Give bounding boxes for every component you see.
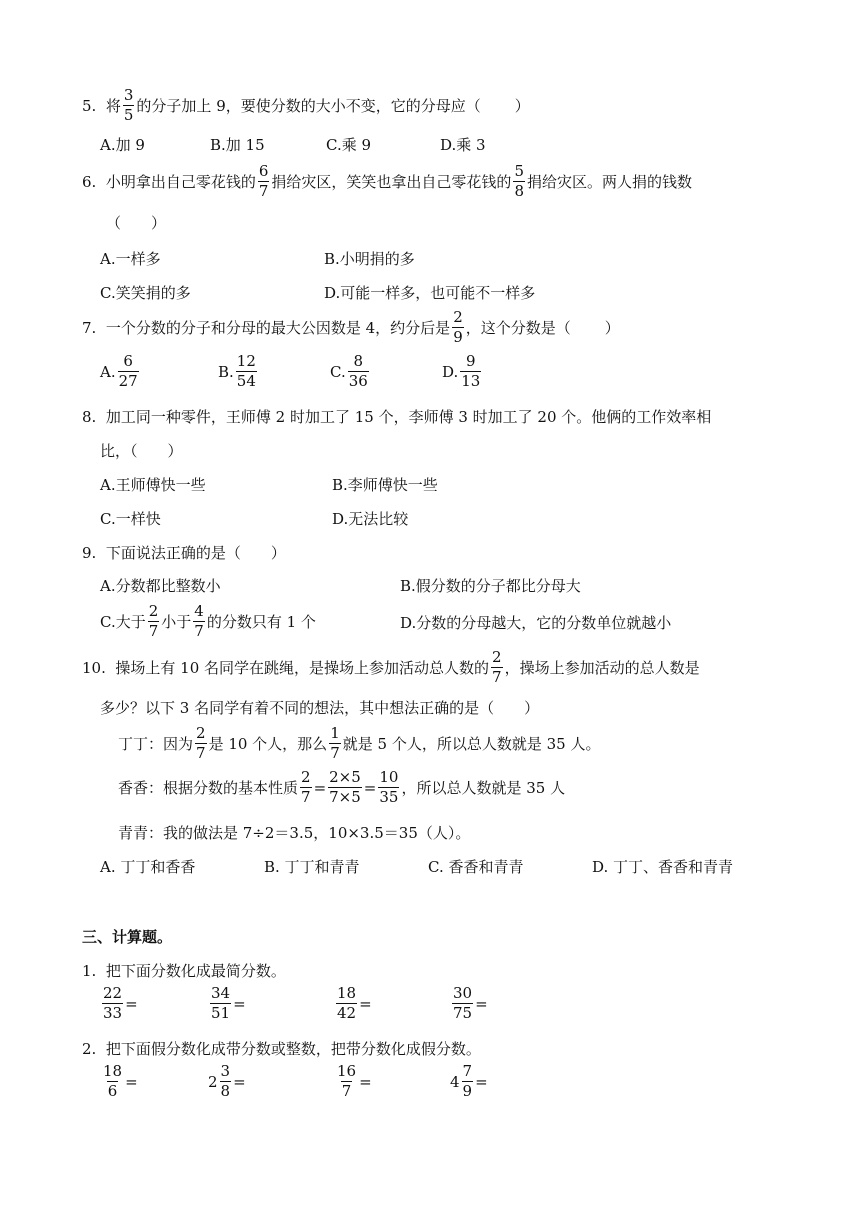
calc-2-prompt: 2. 把下面假分数化成带分数或整数，把带分数化成假分数。 — [82, 1039, 481, 1058]
q10-option-a[interactable]: A. 丁丁和香香 — [100, 858, 196, 876]
question-5: 5. 将 $\frac{3}{5}$ 的分子加上 9，要使分数的大小不变，它的分母应（ ） — [82, 86, 530, 124]
q6-option-c[interactable]: C.笑笑捐的多 — [100, 284, 191, 302]
q10-option-b[interactable]: B. 丁丁和青青 — [264, 858, 360, 876]
q10-fraction: $\frac{2}{7}$ — [492, 648, 502, 686]
calc-2-item-1[interactable]: $\frac{18}{6}$ = — [103, 1062, 138, 1100]
q5-option-c[interactable]: C.乘 9 — [326, 136, 372, 154]
q6-paren: （ ） — [106, 214, 167, 232]
q6-fraction-1: $\frac{6}{7}$ — [258, 162, 269, 200]
q5-option-b[interactable]: B.加 15 — [210, 136, 265, 154]
question-6: 6. 小明拿出自己零花钱的 $\frac{6}{7}$ 捐给灾区，笑笑也拿出自己零花钱的 $\frac{5}{8}$ 捐给灾区。两人捐的钱数 — [82, 162, 692, 200]
calc-2-item-3[interactable]: $\frac{16}{7}$ = — [337, 1062, 372, 1100]
q10-dingding: 丁丁：因为 $\frac{2}{7}$ 是 10 个人，那么 $\frac{1}{7}$ 就是 5 个人，所以总人数就是 35 人。 — [118, 724, 601, 762]
q8-option-d[interactable]: D.无法比较 — [332, 510, 409, 528]
q10-option-d[interactable]: D. 丁丁、香香和青青 — [592, 858, 734, 876]
section-title: 三、计算题。 — [82, 928, 173, 946]
q8-option-a[interactable]: A.王师傅快一些 — [100, 476, 206, 494]
calc-1-item-1[interactable]: $\frac{22}{33}$ = — [103, 984, 138, 1022]
q10-xiangxiang: 香香：根据分数的基本性质 $\frac{2}{7}$ = $\frac{2\times 5}{7\times 5}$ = $\frac{10}{35}$ ，所以总人数就是 35 人 — [118, 768, 566, 806]
q8-option-b[interactable]: B.李师傅快一些 — [332, 476, 438, 494]
q7-option-c[interactable]: C. $\frac{8}{36}$ — [330, 352, 368, 390]
calc-2-item-4[interactable]: 4 $\frac{7}{9}$ = — [450, 1062, 488, 1100]
q7-option-a[interactable]: A. $\frac{6}{27}$ — [100, 352, 138, 390]
question-10: 10. 操场上有 10 名同学在跳绳，是操场上参加活动总人数的 $\frac{2}{7}$ ，操场上参加活动的总人数是 — [82, 648, 700, 686]
q8-option-c[interactable]: C.一样快 — [100, 510, 161, 528]
q9-option-a[interactable]: A.分数都比整数小 — [100, 577, 221, 595]
calc-1-item-2[interactable]: $\frac{34}{51}$ = — [211, 984, 246, 1022]
q9-option-c[interactable]: C.大于 $\frac{2}{7}$ 小于 $\frac{4}{7}$ 的分数只有 1 个 — [100, 602, 316, 640]
q10-option-c[interactable]: C. 香香和青青 — [428, 858, 524, 876]
question-7: 7. 一个分数的分子和分母的最大公因数是 4，约分后是 $\frac{2}{9}$ ，这个分数是（ ） — [82, 308, 620, 346]
q7-option-b[interactable]: B. $\frac{12}{54}$ — [218, 352, 256, 390]
q9-option-d[interactable]: D.分数的分母越大，它的分数单位就越小 — [400, 614, 672, 632]
question-9: 9. 下面说法正确的是（ ） — [82, 543, 286, 562]
question-8: 8. 加工同一种零件，王师傅 2 时加工了 15 个，李师傅 3 时加工了 20 个。他俩的工作效率相 — [82, 407, 712, 426]
q5-option-a[interactable]: A.加 9 — [100, 136, 145, 154]
q10-line-2: 多少？以下 3 名同学有着不同的想法，其中想法正确的是（ ） — [100, 699, 540, 717]
q6-option-b[interactable]: B.小明捐的多 — [324, 250, 415, 268]
q6-option-d[interactable]: D.可能一样多，也可能不一样多 — [324, 284, 536, 302]
calc-2-item-2[interactable]: 2 $\frac{3}{8}$ = — [208, 1062, 246, 1100]
q7-option-d[interactable]: D. $\frac{9}{13}$ — [442, 352, 481, 390]
q6-fraction-2: $\frac{5}{8}$ — [514, 162, 524, 200]
q8-line-2: 比，（ ） — [100, 442, 183, 460]
calc-1-prompt: 1. 把下面分数化成最简分数。 — [82, 961, 286, 980]
q5-fraction: $\frac{3}{5}$ — [123, 86, 134, 124]
q5-option-d[interactable]: D.乘 3 — [440, 136, 486, 154]
calc-1-item-4[interactable]: $\frac{30}{75}$ = — [453, 984, 488, 1022]
q6-option-a[interactable]: A.一样多 — [100, 250, 161, 268]
q7-fraction: $\frac{2}{9}$ — [453, 308, 463, 346]
q10-qingqing: 青青：我的做法是 7÷2＝3.5，10×3.5＝35（人）。 — [118, 824, 471, 842]
q9-option-b[interactable]: B.假分数的分子都比分母大 — [400, 577, 581, 595]
calc-1-item-3[interactable]: $\frac{18}{42}$ = — [337, 984, 372, 1022]
q5-number: 5. — [82, 96, 97, 115]
